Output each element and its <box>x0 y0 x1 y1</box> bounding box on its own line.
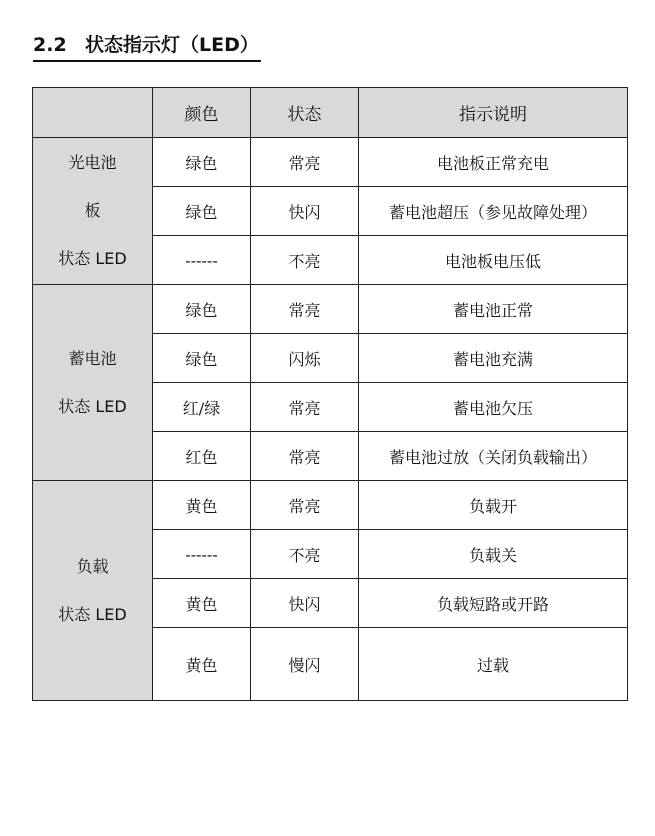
color-cell: 绿色 <box>153 138 251 187</box>
description-cell: 过载 <box>359 628 628 701</box>
state-cell: 常亮 <box>251 432 359 481</box>
color-cell: 黄色 <box>153 628 251 701</box>
color-cell: 黄色 <box>153 579 251 628</box>
state-cell: 常亮 <box>251 138 359 187</box>
state-cell: 常亮 <box>251 285 359 334</box>
color-cell: ------ <box>153 530 251 579</box>
state-cell: 快闪 <box>251 579 359 628</box>
color-cell: 绿色 <box>153 187 251 236</box>
group-label-line: 状态 LED <box>58 604 127 624</box>
description-cell: 蓄电池超压（参见故障处理） <box>359 187 628 236</box>
group-label-line: 蓄电池 <box>68 348 117 368</box>
state-cell: 常亮 <box>251 383 359 432</box>
header-description: 指示说明 <box>359 88 628 138</box>
description-cell: 负载开 <box>359 481 628 530</box>
table-header-row <box>33 88 628 138</box>
color-cell: 红/绿 <box>153 383 251 432</box>
color-cell: 绿色 <box>153 285 251 334</box>
description-cell: 负载关 <box>359 530 628 579</box>
header-color: 颜色 <box>153 88 251 138</box>
color-cell: ------ <box>153 236 251 285</box>
group-label-line: 光电池 <box>68 153 117 172</box>
state-cell: 不亮 <box>251 530 359 579</box>
table-row <box>33 138 628 187</box>
section-number: 2.2 <box>33 34 67 56</box>
state-cell: 快闪 <box>251 187 359 236</box>
color-cell: 绿色 <box>153 334 251 383</box>
color-cell: 红色 <box>153 432 251 481</box>
group-label-line: 状态 LED <box>58 396 127 416</box>
table-row <box>33 481 628 530</box>
led-status-table <box>32 87 628 701</box>
state-cell: 常亮 <box>251 481 359 530</box>
section-heading <box>33 30 261 62</box>
description-cell: 蓄电池欠压 <box>359 383 628 432</box>
group-label-load <box>33 481 153 701</box>
header-group-cell <box>33 88 153 138</box>
description-cell: 蓄电池正常 <box>359 285 628 334</box>
group-label-solar-panel <box>33 138 153 285</box>
color-cell: 黄色 <box>153 481 251 530</box>
group-label-line: 状态 LED <box>58 249 127 268</box>
description-cell: 蓄电池充满 <box>359 334 628 383</box>
section-title: 状态指示灯（LED） <box>85 34 259 56</box>
state-cell: 不亮 <box>251 236 359 285</box>
group-label-line: 板 <box>84 201 101 220</box>
description-cell: 蓄电池过放（关闭负载输出） <box>359 432 628 481</box>
group-label-line: 负载 <box>76 556 109 576</box>
state-cell: 慢闪 <box>251 628 359 701</box>
group-label-battery <box>33 285 153 481</box>
description-cell: 电池板正常充电 <box>359 138 628 187</box>
description-cell: 负载短路或开路 <box>359 579 628 628</box>
state-cell: 闪烁 <box>251 334 359 383</box>
header-state: 状态 <box>251 88 359 138</box>
table-row <box>33 285 628 334</box>
description-cell: 电池板电压低 <box>359 236 628 285</box>
